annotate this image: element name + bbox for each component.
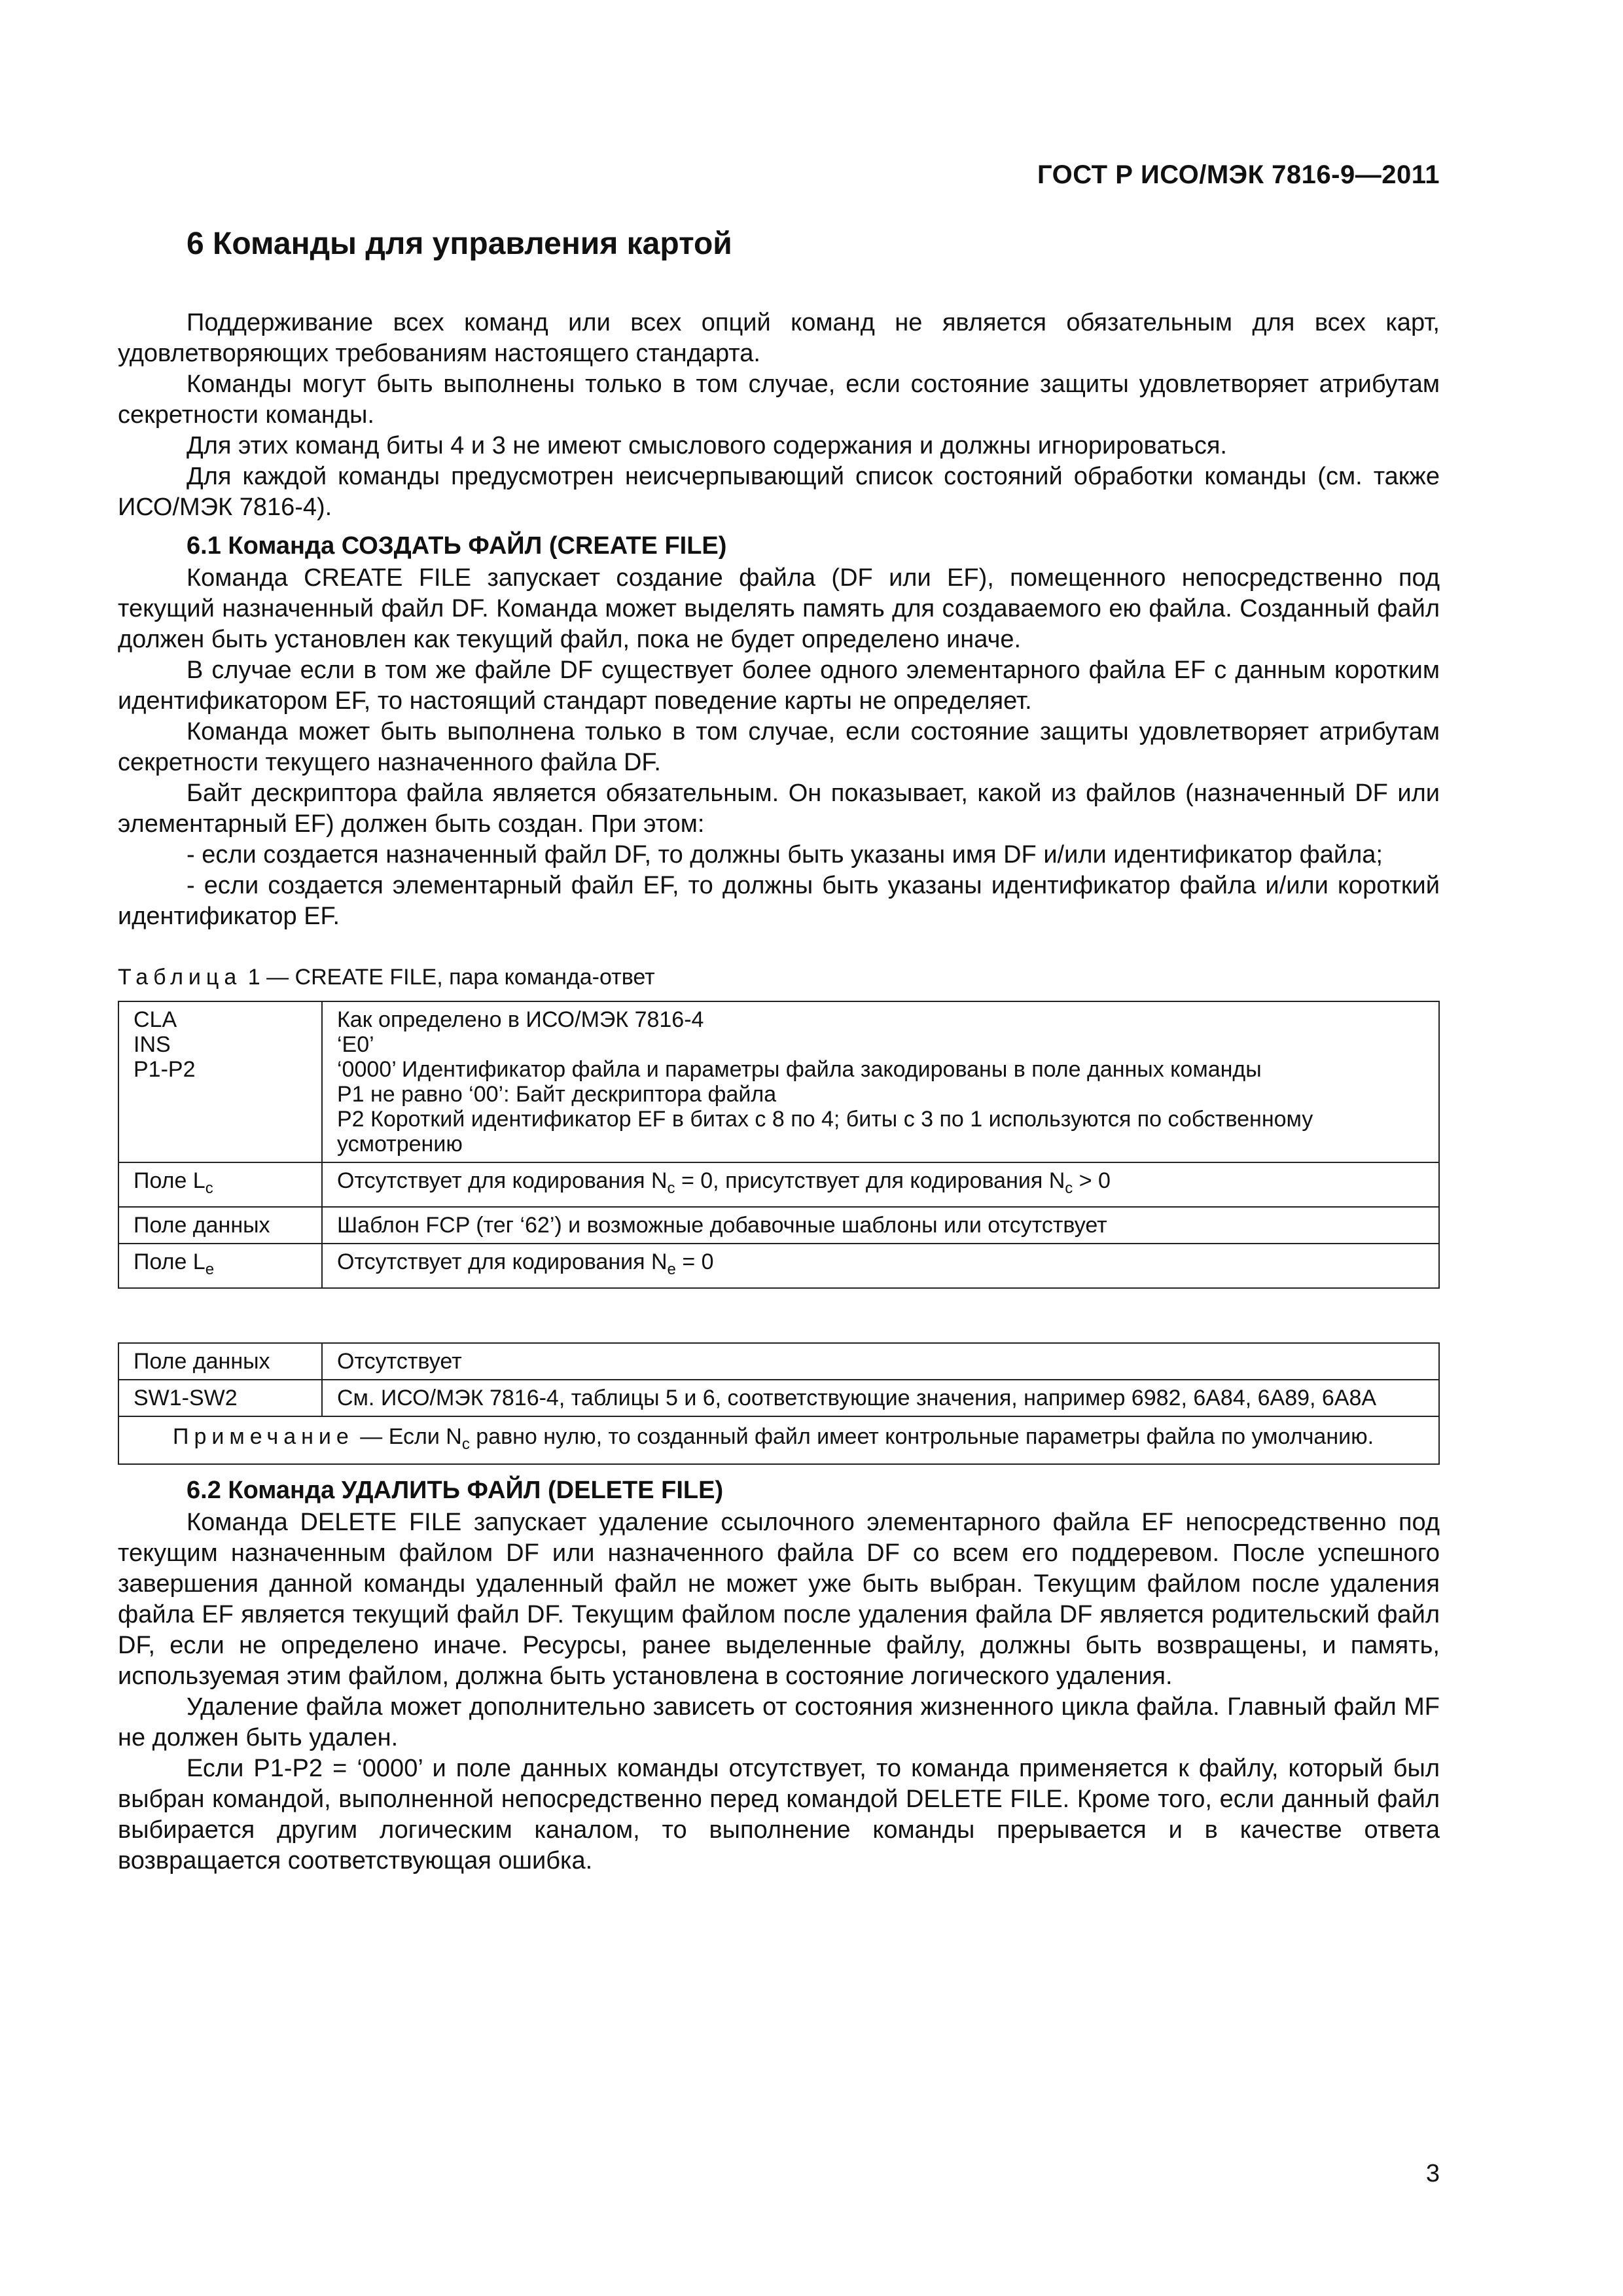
table-cell-value: См. ИСО/МЭК 7816-4, таблицы 5 и 6, соответствующие значения, например 6982, 6A84, 6A89, 6A8A (322, 1380, 1439, 1416)
table-row (118, 1207, 1439, 1244)
paragraph: Команда может быть выполнена только в том случае, если состояние защиты удовлетворяет атрибутам секретности текущего назначенного файла DF. (118, 718, 1440, 776)
table-cell-key: Поле $L_e$ (118, 1244, 322, 1288)
paragraph: Байт дескриптора файла является обязательным. Он показывает, какой из файлов (назначенный DF или элементарный EF) должен быть создан. При этом: (118, 780, 1440, 838)
command-table (118, 1001, 1440, 1289)
table-cell-key: Поле $L_c$ (118, 1162, 322, 1207)
page-number: 3 (1425, 2160, 1440, 2187)
list-item: - если создается назначенный файл DF, то должны быть указаны имя DF и/или идентификатор файла; (187, 841, 1383, 869)
section-6-2-title: 6.2 Команда УДАЛИТЬ ФАЙЛ (DELETE FILE) (187, 1477, 724, 1505)
table-cell-key: Поле данных (118, 1207, 322, 1244)
table-note: Примечание — Если $N_c$ равно нулю, то созданный файл имеет контрольные параметры файла по умолчанию. (118, 1416, 1439, 1465)
list-item: - если создается элементарный файл EF, то должны быть указаны идентификатор файла и/или короткий идентификатор EF. (118, 872, 1440, 930)
response-table (118, 1342, 1440, 1465)
paragraph: Если P1-P2 = ‘0000’ и поле данных команды отсутствует, то команда применяется к файлу, который был выбран командой, выполненной непосредственно перед командой DELETE FILE. Кроме того, если данный файл выбирается другим логическим каналом, то выполнение команды прерывается и в качестве ответа возвращается соответствующая ошибка. (118, 1755, 1440, 1875)
caption-text: 1 — CREATE FILE, пара команда-ответ (241, 965, 655, 990)
table-row (118, 1001, 1439, 1162)
table-row (118, 1244, 1439, 1288)
paragraph: В случае если в том же файле DF существует более одного элементарного файла EF с данным коротким идентификатором EF, то настоящий стандарт поведение карты не определяет. (118, 656, 1440, 715)
caption-label: Таблица (118, 965, 242, 990)
table-cell-value: Как определено в ИСО/МЭК 7816-4 ‘E0’ ‘0000’ Идентификатор файла и параметры файла закодированы в поле данных команды P1 не равно ‘00’: Байт дескриптора файла P2 Короткий идентификатор EF в битах с 8 по 4; биты с 3 по 1 используются по собственному усмотрению (322, 1001, 1439, 1162)
document-page (118, 160, 1440, 1876)
paragraph: Для этих команд биты 4 и 3 не имеют смыслового содержания и должны игнорироваться. (187, 432, 1227, 459)
table-row (118, 1343, 1439, 1380)
table-cell-value: Отсутствует для кодирования $N_e = 0$ (322, 1244, 1439, 1288)
table-cell-key: CLA INS P1-P2 (118, 1001, 322, 1162)
table-cell-value: Отсутствует (322, 1343, 1439, 1380)
table-1-caption (118, 965, 1440, 990)
paragraph: Команды могут быть выполнены только в том случае, если состояние защиты удовлетворяет атрибутам секретности команды. (118, 370, 1440, 429)
paragraph: Удаление файла может дополнительно зависеть от состояния жизненного цикла файла. Главный файл MF не должен быть удален. (118, 1693, 1440, 1752)
table-cell-value: Шаблон FCP (тег ‘62’) и возможные добавочные шаблоны или отсутствует (322, 1207, 1439, 1244)
table-note-row (118, 1416, 1439, 1465)
table-row (118, 1162, 1439, 1207)
table-cell-key: SW1-SW2 (118, 1380, 322, 1416)
table-cell-key: Поле данных (118, 1343, 322, 1380)
paragraph: Команда CREATE FILE запускает создание файла (DF или EF), помещенного непосредственно под текущий назначенный файл DF. Команда может выделять память для создаваемого ею файла. Созданный файл должен быть установлен как текущий файл, пока не будет определено иначе. (118, 564, 1440, 653)
paragraph: Команда DELETE FILE запускает удаление ссылочного элементарного файла EF непосредственно под текущим назначенным файлом DF или назначенного файла DF со всем его поддеревом. После успешного завершения данной команды удаленный файл не может уже быть выбран. Текущим файлом после удаления файла EF является текущий файл DF. Текущим файлом после удаления файла DF является родительский файл DF, если не определено иначе. Ресурсы, ранее выделенные файлу, должны быть возвращены, и память, используемая этим файлом, должна быть установлена в состояние логического удаления. (118, 1509, 1440, 1691)
paragraph: Для каждой команды предусмотрен неисчерпывающий список состояний обработки команды (см. также ИСО/МЭК 7816-4). (118, 463, 1440, 521)
table-row (118, 1380, 1439, 1416)
section-6-title: 6 Команды для управления картой (187, 226, 732, 261)
paragraph: Поддерживание всех команд или всех опций команд не является обязательным для всех карт, удовлетворяющих требованиям настоящего стандарта. (118, 309, 1440, 367)
document-header: ГОСТ Р ИСО/МЭК 7816-9—2011 (1037, 160, 1440, 189)
table-cell-value: Отсутствует для кодирования $N_c = 0$, присутствует для кодирования $N_c > 0$ (322, 1162, 1439, 1207)
section-6-1-title: 6.1 Команда СОЗДАТЬ ФАЙЛ (CREATE FILE) (187, 532, 727, 560)
